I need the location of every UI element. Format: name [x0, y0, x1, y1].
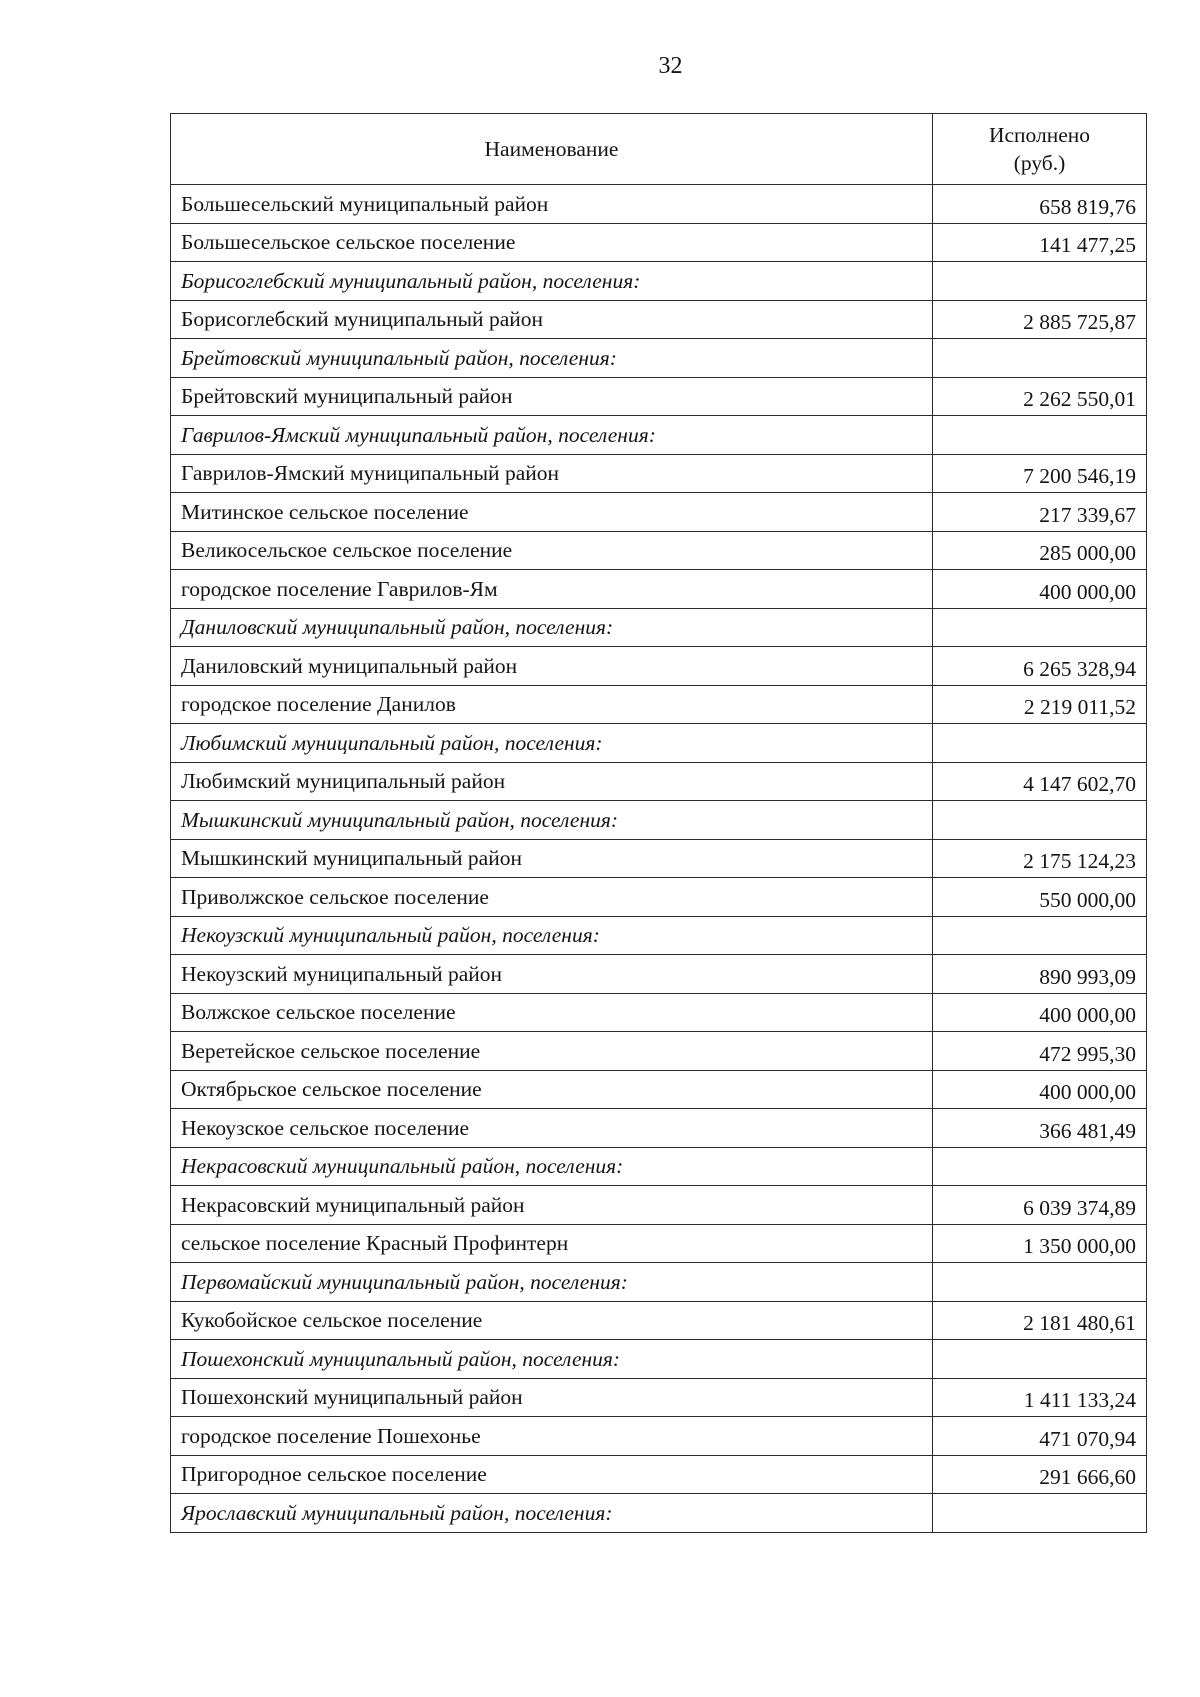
table-row: [171, 1109, 1147, 1148]
group-heading-row: [171, 339, 1147, 378]
name-cell: сельское поселение Красный Профинтерн: [171, 1224, 933, 1263]
name-cell: Кукобойское сельское поселение: [171, 1301, 933, 1340]
amount-cell: [933, 1147, 1147, 1186]
name-cell: Великосельское сельское поселение: [171, 531, 933, 570]
name-cell: Приволжское сельское поселение: [171, 878, 933, 917]
group-heading-row: [171, 1494, 1147, 1533]
table-header-row: [171, 114, 1147, 185]
page-number: 32: [658, 53, 683, 79]
group-heading-row: [171, 416, 1147, 455]
table-row: [171, 377, 1147, 416]
amount-cell: [933, 262, 1147, 301]
group-heading-row: [171, 262, 1147, 301]
table-row: [171, 1455, 1147, 1494]
name-cell: Большесельское сельское поселение: [171, 223, 933, 262]
header-amount-title: Исполнено: [988, 123, 1091, 147]
table-body: [171, 185, 1147, 1533]
name-cell: Волжское сельское поселение: [171, 993, 933, 1032]
table-row: [171, 762, 1147, 801]
group-heading-row: [171, 1263, 1147, 1302]
table-row: [171, 878, 1147, 917]
group-heading-row: [171, 801, 1147, 840]
amount-cell: 2 219 011,52: [933, 685, 1147, 724]
amount-cell: 2 175 124,23: [933, 839, 1147, 878]
group-heading-row: [171, 1340, 1147, 1379]
name-cell: городское поселение Пошехонье: [171, 1417, 933, 1456]
table-row: [171, 570, 1147, 609]
group-heading-cell: Гаврилов-Ямский муниципальный район, поселения:: [171, 416, 933, 455]
amount-cell: [933, 724, 1147, 763]
amount-cell: 141 477,25: [933, 223, 1147, 262]
header-amount: [933, 114, 1147, 185]
amount-cell: [933, 416, 1147, 455]
table-row: [171, 1186, 1147, 1225]
group-heading-cell: Любимский муниципальный район, поселения:: [171, 724, 933, 763]
amount-cell: 658 819,76: [933, 185, 1147, 224]
name-cell: Большесельский муниципальный район: [171, 185, 933, 224]
amount-cell: [933, 339, 1147, 378]
table-row: [171, 454, 1147, 493]
header-name: Наименование: [171, 114, 933, 185]
group-heading-cell: Брейтовский муниципальный район, поселения:: [171, 339, 933, 378]
table-row: [171, 647, 1147, 686]
group-heading-cell: Первомайский муниципальный район, поселения:: [171, 1263, 933, 1302]
amount-cell: 550 000,00: [933, 878, 1147, 917]
amount-cell: 1 411 133,24: [933, 1378, 1147, 1417]
amount-cell: [933, 916, 1147, 955]
group-heading-row: [171, 608, 1147, 647]
amount-cell: 400 000,00: [933, 993, 1147, 1032]
table-row: [171, 839, 1147, 878]
group-heading-row: [171, 724, 1147, 763]
name-cell: Митинское сельское поселение: [171, 493, 933, 532]
amount-cell: [933, 608, 1147, 647]
name-cell: Веретейское сельское поселение: [171, 1032, 933, 1071]
amount-cell: 400 000,00: [933, 1070, 1147, 1109]
name-cell: Борисоглебский муниципальный район: [171, 300, 933, 339]
table-row: [171, 185, 1147, 224]
group-heading-cell: Мышкинский муниципальный район, поселения:: [171, 801, 933, 840]
name-cell: Некоузское сельское поселение: [171, 1109, 933, 1148]
name-cell: Брейтовский муниципальный район: [171, 377, 933, 416]
amount-cell: 1 350 000,00: [933, 1224, 1147, 1263]
table-row: [171, 223, 1147, 262]
amount-cell: 7 200 546,19: [933, 454, 1147, 493]
group-heading-cell: Некоузский муниципальный район, поселения:: [171, 916, 933, 955]
amount-cell: 291 666,60: [933, 1455, 1147, 1494]
table-row: [171, 1070, 1147, 1109]
amount-cell: 6 039 374,89: [933, 1186, 1147, 1225]
group-heading-cell: Пошехонский муниципальный район, поселения:: [171, 1340, 933, 1379]
name-cell: Пригородное сельское поселение: [171, 1455, 933, 1494]
amount-cell: [933, 1340, 1147, 1379]
amount-cell: 471 070,94: [933, 1417, 1147, 1456]
group-heading-row: [171, 916, 1147, 955]
amount-cell: 4 147 602,70: [933, 762, 1147, 801]
table-row: [171, 493, 1147, 532]
name-cell: Любимский муниципальный район: [171, 762, 933, 801]
table-row: [171, 1032, 1147, 1071]
table-row: [171, 1378, 1147, 1417]
amount-cell: 2 885 725,87: [933, 300, 1147, 339]
amount-cell: [933, 1263, 1147, 1302]
amount-cell: 890 993,09: [933, 955, 1147, 994]
table-row: [171, 1301, 1147, 1340]
budget-execution-table: [170, 113, 1147, 1533]
table-row: [171, 993, 1147, 1032]
name-cell: городское поселение Данилов: [171, 685, 933, 724]
name-cell: Октябрьское сельское поселение: [171, 1070, 933, 1109]
group-heading-cell: Ярославский муниципальный район, поселения:: [171, 1494, 933, 1533]
amount-cell: 217 339,67: [933, 493, 1147, 532]
table-row: [171, 1417, 1147, 1456]
amount-cell: 472 995,30: [933, 1032, 1147, 1071]
amount-cell: 285 000,00: [933, 531, 1147, 570]
name-cell: Некоузский муниципальный район: [171, 955, 933, 994]
amount-cell: [933, 801, 1147, 840]
name-cell: Мышкинский муниципальный район: [171, 839, 933, 878]
table-row: [171, 685, 1147, 724]
name-cell: Гаврилов-Ямский муниципальный район: [171, 454, 933, 493]
group-heading-cell: Некрасовский муниципальный район, поселения:: [171, 1147, 933, 1186]
group-heading-cell: Борисоглебский муниципальный район, поселения:: [171, 262, 933, 301]
group-heading-cell: Даниловский муниципальный район, поселения:: [171, 608, 933, 647]
header-amount-unit: (руб.): [1013, 151, 1066, 175]
amount-cell: 6 265 328,94: [933, 647, 1147, 686]
amount-cell: 2 181 480,61: [933, 1301, 1147, 1340]
table-row: [171, 300, 1147, 339]
name-cell: Некрасовский муниципальный район: [171, 1186, 933, 1225]
name-cell: Даниловский муниципальный район: [171, 647, 933, 686]
table-row: [171, 955, 1147, 994]
amount-cell: 400 000,00: [933, 570, 1147, 609]
amount-cell: [933, 1494, 1147, 1533]
amount-cell: 2 262 550,01: [933, 377, 1147, 416]
table-row: [171, 531, 1147, 570]
amount-cell: 366 481,49: [933, 1109, 1147, 1148]
table-row: [171, 1224, 1147, 1263]
name-cell: городское поселение Гаврилов-Ям: [171, 570, 933, 609]
group-heading-row: [171, 1147, 1147, 1186]
name-cell: Пошехонский муниципальный район: [171, 1378, 933, 1417]
